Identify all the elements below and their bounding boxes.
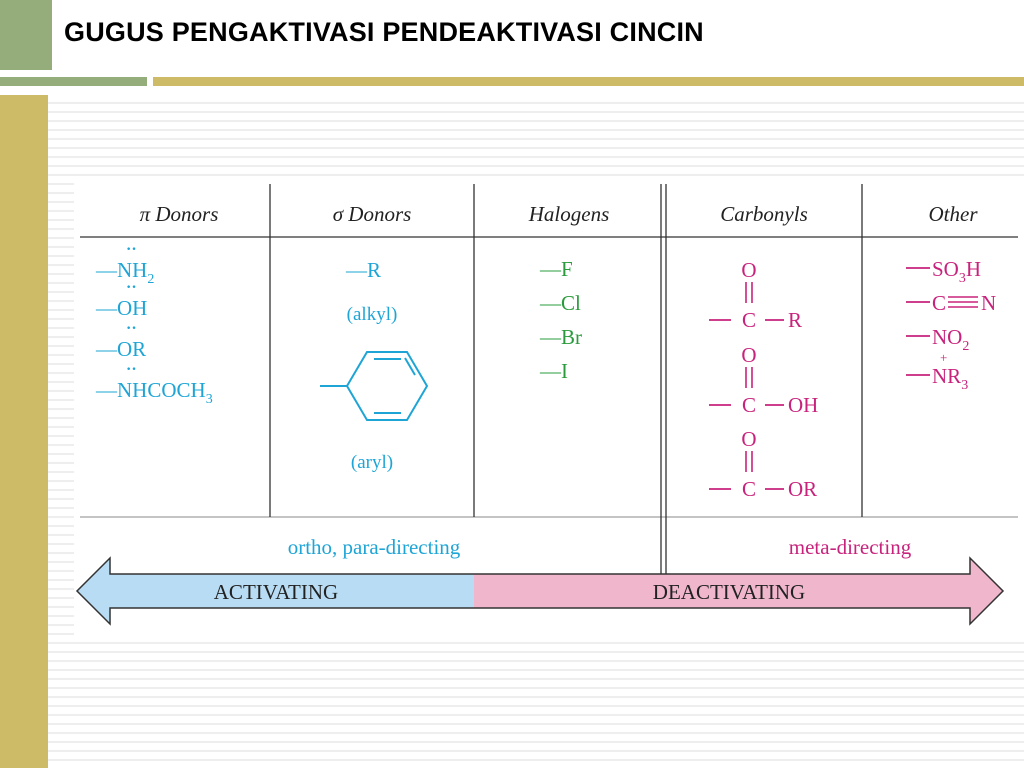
pi-donor-nh2 (95, 241, 154, 287)
halogens-column (539, 257, 582, 383)
aryl-label: (aryl) (350, 452, 394, 473)
svg-text:··: ·· (126, 279, 137, 296)
svg-text:+: + (940, 350, 948, 365)
pi-donor-nhcoch3 (95, 361, 213, 407)
corner-decoration (0, 0, 52, 70)
svg-text:C: C (932, 291, 947, 315)
svg-text:SO3H: $SO_3H$ (932, 257, 982, 286)
meta-directing-label: meta-directing (788, 535, 912, 559)
alkyl-label: (alkyl) (346, 304, 398, 325)
substituent-effects-diagram (74, 178, 1024, 638)
halogen-i: —I (540, 359, 568, 383)
slide-title: GUGUS PENGAKTIVASI PENDEAKTIVASI CINCIN (64, 17, 704, 47)
header-pi-donors: π Donors (139, 202, 219, 226)
divider-gold (153, 77, 1024, 86)
benzene-ring-icon (320, 352, 427, 420)
header-sigma-donors: σ Donors (332, 202, 412, 226)
svg-text:—OR: —OR (96, 337, 147, 361)
other-nr3 (906, 350, 968, 393)
svg-text:C: C (741, 477, 757, 501)
pi-donors-column (95, 241, 213, 407)
sigma-donors-column (320, 258, 427, 473)
svg-text:··: ·· (126, 241, 137, 258)
svg-text:—NH2: $—NH_2$ (96, 258, 155, 287)
svg-text:O: O (741, 427, 757, 451)
halogen-br: —Br (540, 325, 582, 349)
svg-text:C: C (741, 393, 757, 417)
svg-text:NR3: $NR_3$ (932, 364, 969, 393)
header-carbonyls: Carbonyls (720, 202, 808, 226)
svg-text:··: ·· (126, 361, 137, 378)
carbonyl-ester (709, 427, 817, 501)
ortho-para-directing-label: ortho, para-directing (287, 535, 461, 559)
svg-text:—OH: —OH (96, 296, 148, 320)
activating-deactivating-arrow (77, 558, 1003, 624)
svg-text:OR: OR (788, 477, 818, 501)
activating-label: ACTIVATING (213, 580, 339, 604)
other-nitrile (906, 291, 996, 315)
svg-text:C: C (741, 308, 757, 332)
deactivating-label: DEACTIVATING (652, 580, 806, 604)
diagram-svg (74, 178, 1024, 638)
sigma-donor-r: —R (346, 258, 382, 282)
other-column (906, 257, 996, 393)
side-bar-decoration (0, 95, 48, 768)
pi-donor-or (95, 320, 146, 361)
halogen-f: —F (540, 257, 573, 281)
halogen-cl: —Cl (540, 291, 581, 315)
header-halogens: Halogens (528, 202, 610, 226)
svg-text:O: O (741, 258, 757, 282)
carbonyl-ketone (709, 258, 802, 332)
other-no2 (906, 325, 969, 354)
header-other: Other (928, 202, 978, 226)
svg-text:R: R (788, 308, 803, 332)
svg-text:—NHCOCH3: $—NHCOCH_3$ (96, 378, 213, 407)
svg-text:N: N (981, 291, 997, 315)
pi-donor-oh (95, 279, 147, 320)
svg-text:NO2: $NO_2$ (932, 325, 970, 354)
table-headers (140, 202, 979, 226)
carbonyl-acid (709, 343, 818, 417)
divider-green (0, 77, 147, 86)
carbonyls-column (709, 258, 818, 501)
other-so3h (906, 257, 981, 286)
svg-text:OH: OH (788, 393, 819, 417)
svg-text:O: O (741, 343, 757, 367)
svg-text:··: ·· (126, 320, 137, 337)
